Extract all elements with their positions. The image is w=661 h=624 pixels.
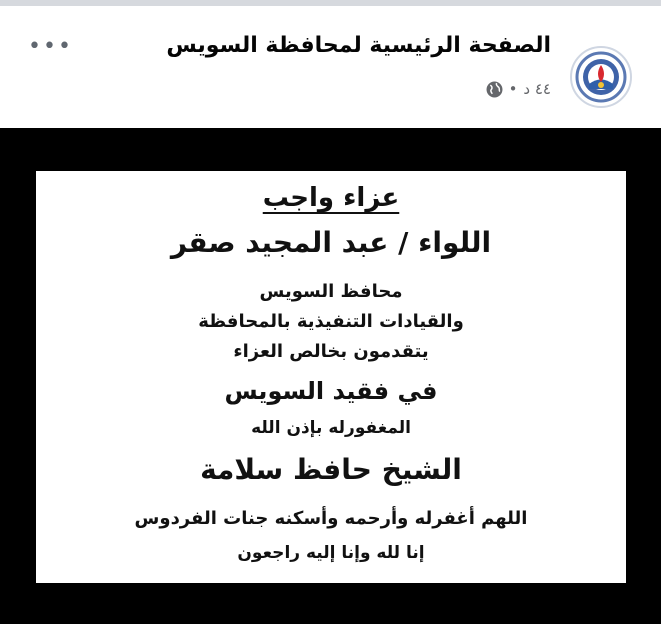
page-name-link[interactable]: الصفحة الرئيسية لمحافظة السويس [166,33,551,58]
post-header [0,6,661,128]
globe-icon[interactable] [486,81,503,98]
post-image[interactable] [0,128,661,624]
condolence-card [36,171,626,583]
card-prayer: اللهم أغفرله وأرحمه وأسكنه جنات الفردوس [134,508,528,529]
card-offer: يتقدمون بخالص العزاء [233,341,429,362]
governorate-logo-icon [575,51,627,103]
meta-separator: • [508,80,518,98]
post-meta [486,80,551,98]
card-official-name: اللواء / عبد المجيد صقر [170,226,492,259]
page-avatar[interactable] [570,46,632,108]
more-options-button[interactable]: ••• [28,34,73,59]
card-loss: في فقيد السويس [224,377,438,405]
card-title: عزاء واجب [262,183,400,213]
card-deceased-name: الشيخ حافظ سلامة [200,453,462,486]
card-leaders: والقيادات التنفيذية بالمحافظة [198,311,464,332]
card-role: محافظ السويس [259,281,403,302]
card-ending: إنا لله وإنا إليه راجعون [237,543,425,563]
post-time[interactable]: ٤٤ د [523,80,551,98]
card-late: المغفورله بإذن الله [251,418,411,438]
